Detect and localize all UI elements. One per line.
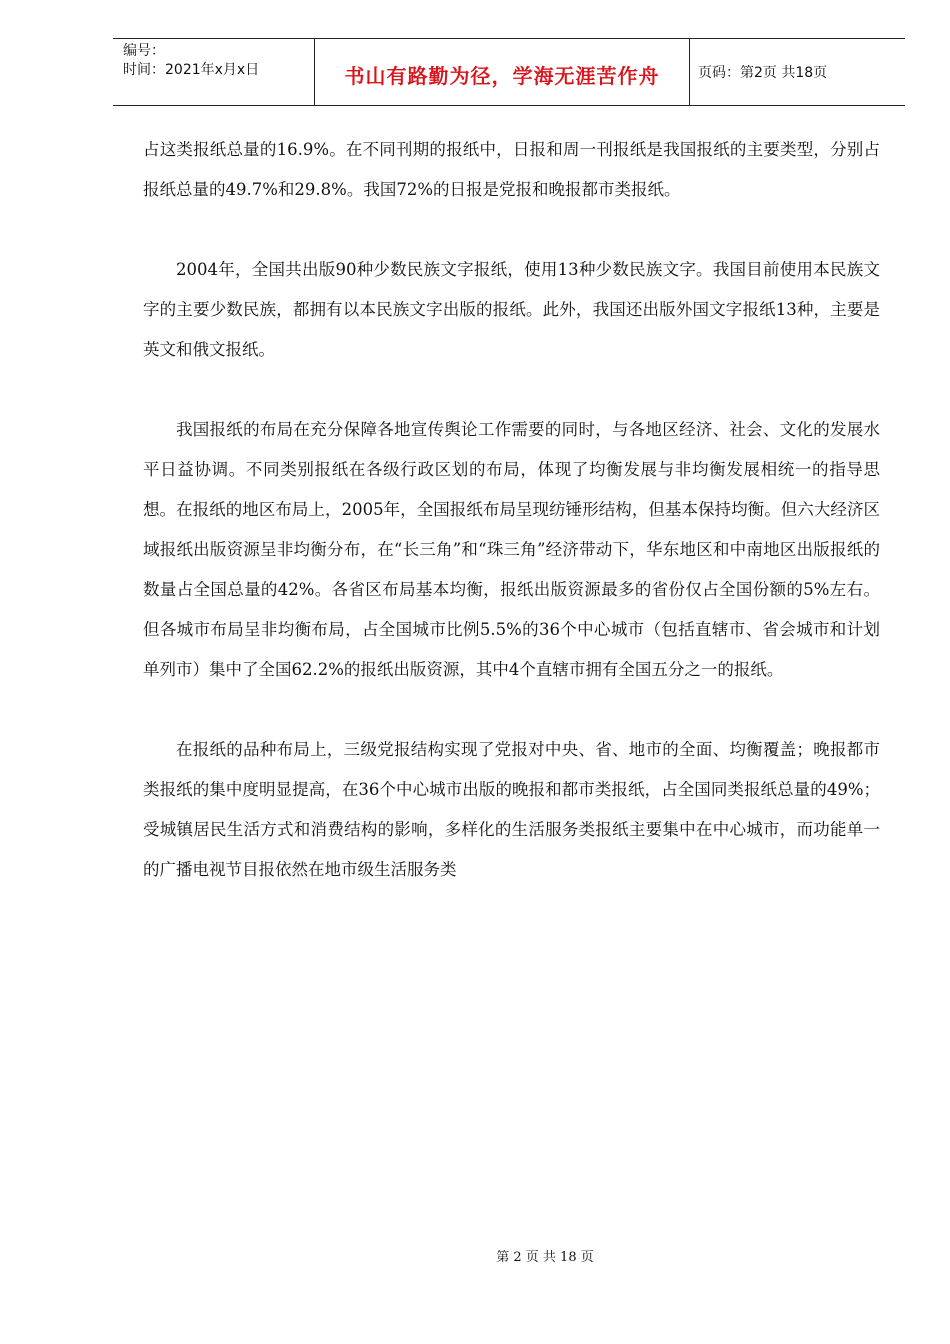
paragraph: 在报纸的品种布局上，三级党报结构实现了党报对中央、省、地市的全面、均衡覆盖；晚报都市类报纸的集中度明显提高，在36个中心城市出版的晚报和都市类报纸，占全国同类报纸总量的49%；受城镇居民生活方式和消费结构的影响，多样化的生活服务类报纸主要集中在中心城市，而功能单一的广播电视节目报依然在地市级生活服务类	[143, 740, 880, 879]
paragraph: 我国报纸的布局在充分保障各地宣传舆论工作需要的同时，与各地区经济、社会、文化的发展水平日益协调。不同类别报纸在各级行政区划的布局，体现了均衡发展与非均衡发展相统一的指导思想。在报纸的地区布局上，2005年，全国报纸布局呈现纺锤形结构，但基本保持均衡。但六大经济区域报纸出版资源呈非均衡分布，在“长三角”和“珠三角”经济带动下，华东地区和中南地区出版报纸的数量占全国总量的42%。各省区布局基本均衡，报纸出版资源最多的省份仅占全国份额的5%左右。但各城市布局呈非均衡布局，占全国城市比例5.5%的36个中心城市（包括直辖市、省会城市和计划单列市）集中了全国62.2%的报纸出版资源，其中4个直辖市拥有全国五分之一的报纸。	[143, 420, 880, 679]
header-motto-cell	[315, 39, 690, 105]
paragraph: 2004年，全国共出版90种少数民族文字报纸，使用13种少数民族文字。我国目前使用本民族文字的主要少数民族，都拥有以本民族文字出版的报纸。此外，我国还出版外国文字报纸13种，主要是英文和俄文报纸。	[143, 260, 880, 359]
document-number-label: 编号：	[123, 43, 165, 59]
header-motto: 书山有路勤为径，学海无涯苦作舟	[344, 63, 660, 88]
page-footer	[0, 1246, 950, 1265]
header-page-cell	[690, 39, 905, 105]
header-page-info: 页码：第2页 共18页	[698, 65, 828, 81]
page-header	[113, 38, 905, 106]
document-time-label: 时间：2021年x月x日	[123, 62, 260, 78]
paragraph: 占这类报纸总量的16.9%。在不同刊期的报纸中，日报和周一刊报纸是我国报纸的主要类型，分别占报纸总量的49.7%和29.8%。我国72%的日报是党报和晚报都市类报纸。	[143, 140, 880, 199]
footer-page-number: 第 2 页 共 18 页	[496, 1250, 594, 1265]
document-body	[143, 130, 880, 930]
header-meta-cell	[113, 39, 315, 105]
